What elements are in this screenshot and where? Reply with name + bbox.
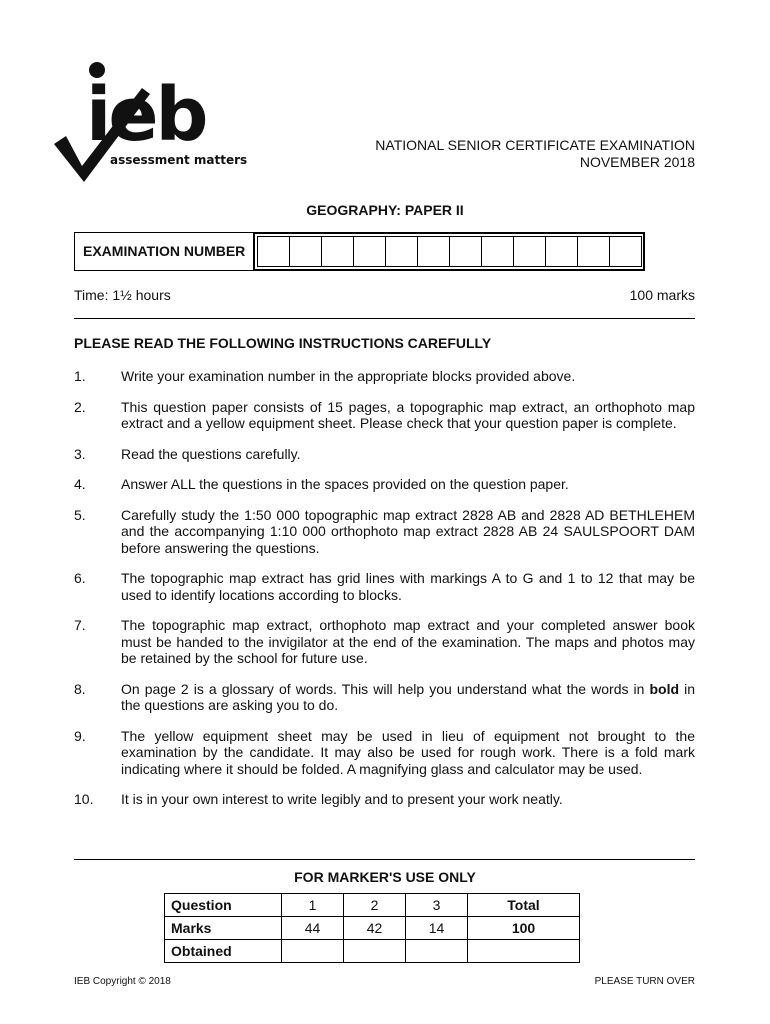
instructions-heading: PLEASE READ THE FOLLOWING INSTRUCTIONS CAREFULLY — [74, 335, 492, 351]
examination-number-box[interactable] — [449, 236, 482, 267]
instruction-bold-word: bold — [649, 680, 680, 697]
question-label: Question — [165, 894, 282, 917]
instruction-text-part: On page 2 is a glossary of words. This will help you understand what the words in — [121, 680, 650, 697]
instructions-list — [74, 368, 695, 822]
examination-number-box[interactable] — [321, 236, 354, 267]
exam-header — [375, 137, 695, 171]
divider — [74, 318, 695, 319]
time-allowed: Time: 1½ hours — [74, 287, 171, 303]
examination-number-box[interactable] — [577, 236, 610, 267]
list-item — [74, 617, 695, 667]
obtained-1[interactable] — [282, 940, 344, 963]
turn-over-note: PLEASE TURN OVER — [594, 976, 695, 987]
instruction-text: It is in your own interest to write legibly and to present your work neatly. — [121, 791, 563, 807]
examination-number-field — [74, 233, 645, 270]
examination-number-box[interactable] — [257, 236, 290, 267]
list-item — [74, 570, 695, 603]
examination-number-box[interactable] — [545, 236, 578, 267]
instruction-text: Carefully study the 1:50 000 topographic map extract 2828 AB and 2828 AD BETHLEHEM and the accompanying 1:10 000 orthophoto map extract 2828 AB 24 SAULSPOORT DAM before answering the questions. — [121, 506, 695, 556]
list-item — [74, 728, 695, 778]
list-item — [74, 476, 695, 493]
total-label: Total — [468, 894, 580, 917]
list-item — [74, 791, 695, 808]
subject-title: GEOGRAPHY: PAPER II — [306, 202, 464, 218]
obtained-label: Obtained — [165, 940, 282, 963]
instruction-text: Read the questions carefully. — [121, 445, 301, 462]
logo-wordmark: ieb — [86, 72, 206, 158]
obtained-2[interactable] — [344, 940, 406, 963]
instruction-text: This question paper consists of 15 pages, a topographic map extract, an orthophoto map extract and a yellow equipment sheet. Please check that your question paper is complete. — [121, 398, 695, 431]
table-row — [165, 940, 580, 963]
examination-number-boxes — [253, 232, 645, 271]
instruction-number: 7. — [74, 617, 86, 633]
marker-table — [164, 893, 580, 963]
list-item — [74, 507, 695, 557]
examination-number-box[interactable] — [353, 236, 386, 267]
examination-number-box[interactable] — [289, 236, 322, 267]
examination-number-box[interactable] — [417, 236, 450, 267]
instruction-text: The topographic map extract has grid lines with markings A to G and 1 to 12 that may be used to identify locations according to blocks. — [121, 570, 695, 603]
header-line-1: NATIONAL SENIOR CERTIFICATE EXAMINATION — [375, 137, 695, 153]
instruction-number: 10. — [74, 791, 94, 807]
instruction-number: 9. — [74, 727, 86, 744]
copyright: IEB Copyright © 2018 — [74, 976, 171, 987]
marks-3: 14 — [406, 917, 468, 940]
examination-number-box[interactable] — [481, 236, 514, 267]
instruction-number: 4. — [74, 476, 86, 492]
instruction-text: The topographic map extract, orthophoto map extract and your completed answer book must be handed to the invigilator at the end of the examination. The maps and photos may be retained by the school for future use. — [121, 617, 695, 666]
instruction-number: 6. — [74, 570, 86, 586]
table-row — [165, 894, 580, 917]
examination-number-label: EXAMINATION NUMBER — [74, 232, 253, 271]
list-item — [74, 446, 695, 463]
question-2: 2 — [344, 894, 406, 917]
marks-2: 42 — [344, 917, 406, 940]
instruction-text: The yellow equipment sheet may be used in lieu of equipment not brought to the examination by the candidate. It may also be used for rough work. There is a fold mark indicating where it should be folded. A magnifying glass and calculator may be used. — [121, 727, 695, 777]
marks-1: 44 — [282, 917, 344, 940]
list-item — [74, 681, 695, 714]
instruction-text: Write your examination number in the appropriate blocks provided above. — [121, 368, 576, 384]
total-marks: 100 marks — [629, 287, 695, 303]
marks-label: Marks — [165, 917, 282, 940]
ieb-logo — [52, 48, 272, 188]
header-line-2: NOVEMBER 2018 — [579, 154, 695, 170]
marker-heading: FOR MARKER'S USE ONLY — [294, 869, 476, 885]
examination-number-box[interactable] — [513, 236, 546, 267]
instruction-number: 8. — [74, 680, 86, 697]
marks-total: 100 — [468, 917, 580, 940]
divider — [74, 859, 695, 860]
instruction-number: 1. — [74, 368, 86, 384]
instruction-number: 3. — [74, 445, 86, 462]
instruction-text — [121, 681, 695, 714]
list-item — [74, 399, 695, 432]
instruction-number: 2. — [74, 398, 86, 415]
question-1: 1 — [282, 894, 344, 917]
logo-tagline: assessment matters — [110, 153, 248, 167]
instruction-number: 5. — [74, 506, 86, 523]
list-item — [74, 368, 695, 385]
obtained-3[interactable] — [406, 940, 468, 963]
examination-number-box[interactable] — [385, 236, 418, 267]
table-row — [165, 917, 580, 940]
examination-number-box[interactable] — [609, 236, 642, 267]
instruction-text-part: in the questions are asking you to do. — [121, 680, 695, 713]
question-3: 3 — [406, 894, 468, 917]
instruction-text: Answer ALL the questions in the spaces provided on the question paper. — [121, 476, 569, 492]
obtained-total[interactable] — [468, 940, 580, 963]
